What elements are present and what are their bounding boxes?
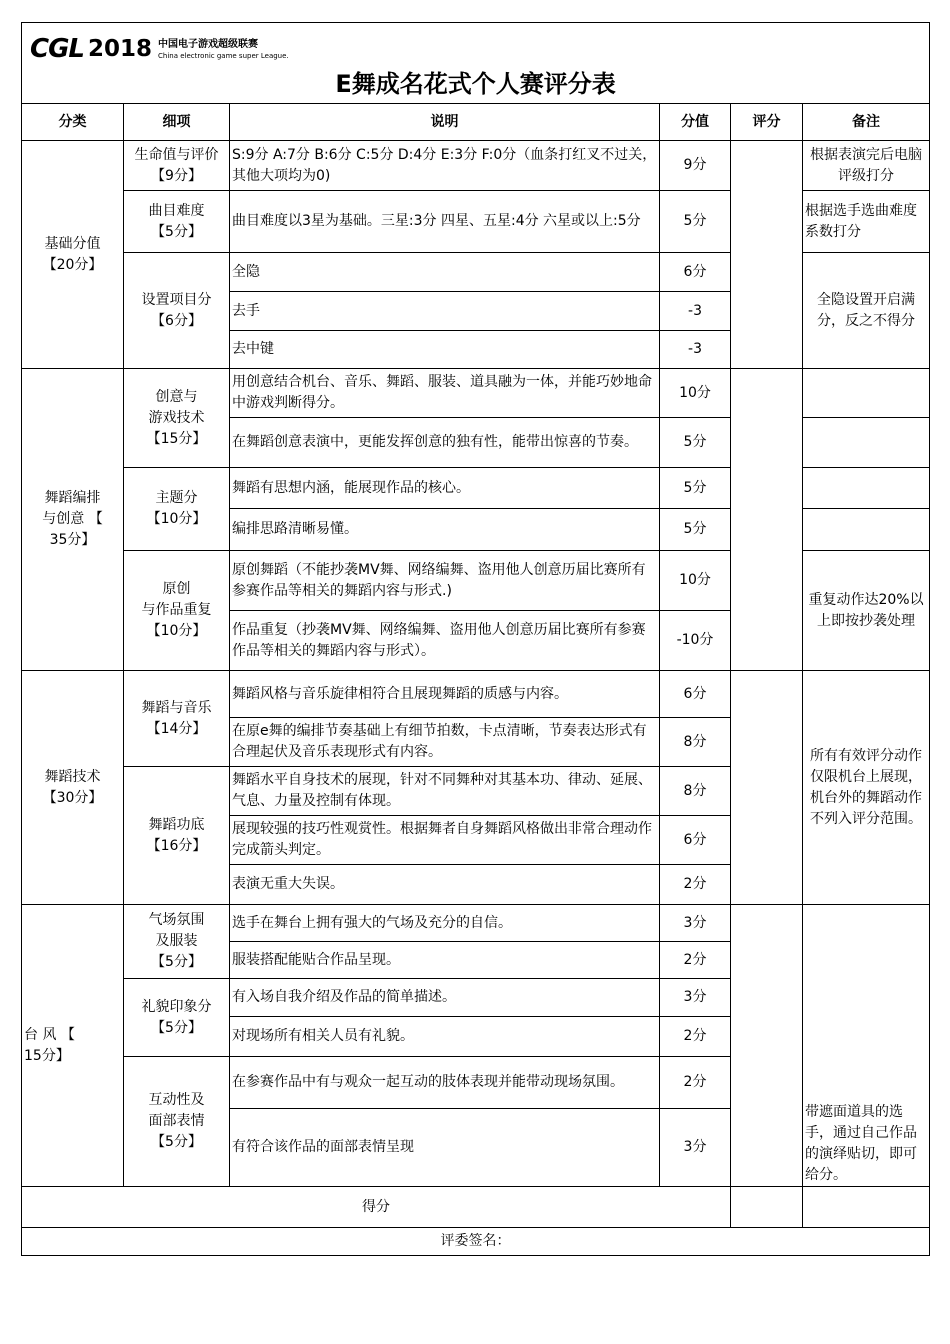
total-score-input[interactable] bbox=[731, 1187, 803, 1228]
desc-skill-3: 表演无重大失误。 bbox=[230, 865, 660, 905]
category-stage: 台 风 【 15分】 bbox=[22, 905, 124, 1187]
total-note bbox=[803, 1187, 930, 1228]
signature-row bbox=[22, 1228, 930, 1256]
note-empty bbox=[803, 509, 930, 551]
desc-skill-2: 展现较强的技巧性观赏性。根据舞者自身舞蹈风格做出非常合理动作完成箭头判定。 bbox=[230, 816, 660, 865]
points-theme-1: 5分 bbox=[660, 468, 731, 509]
points-aura-1: 3分 bbox=[660, 905, 731, 942]
points-mid: -3 bbox=[660, 331, 731, 369]
points-interact-1: 2分 bbox=[660, 1057, 731, 1109]
page-title: E舞成名花式个人赛评分表 bbox=[335, 70, 616, 98]
item-life: 生命值与评价 【9分】 bbox=[124, 141, 230, 191]
logo-year: 2018 bbox=[88, 36, 153, 62]
table-row bbox=[22, 905, 930, 942]
desc-song: 曲目难度以3星为基础。三星:3分 四星、五星:4分 六星或以上:5分 bbox=[230, 191, 660, 253]
org-name-cn: 中国电子游戏超级联赛 bbox=[158, 38, 259, 50]
total-row bbox=[22, 1187, 930, 1228]
points-hide: 6分 bbox=[660, 253, 731, 292]
desc-creative-1: 用创意结合机台、音乐、舞蹈、服装、道具融为一体，并能巧妙地命中游戏判断得分。 bbox=[230, 369, 660, 418]
item-song: 曲目难度 【5分】 bbox=[124, 191, 230, 253]
note-stage: 带遮面道具的选手，通过自己作品的演绎贴切，即可给分。 bbox=[803, 905, 930, 1187]
item-interact: 互动性及 面部表情 【5分】 bbox=[124, 1057, 230, 1187]
desc-music-2: 在原e舞的编排节奏基础上有细节拍数，卡点清晰，节奏表达形式有合理起伏及音乐表现形式有内容。 bbox=[230, 718, 660, 767]
note-original: 重复动作达20%以上即按抄袭处理 bbox=[803, 551, 930, 671]
note-song: 根据选手选曲难度系数打分 bbox=[803, 191, 930, 253]
item-original: 原创 与作品重复 【10分】 bbox=[124, 551, 230, 671]
item-setting: 设置项目分 【6分】 bbox=[124, 253, 230, 369]
points-hand: -3 bbox=[660, 292, 731, 331]
item-aura: 气场氛围 及服装 【5分】 bbox=[124, 905, 230, 979]
desc-aura-2: 服装搭配能贴合作品呈现。 bbox=[230, 942, 660, 979]
desc-original-2: 作品重复（抄袭MV舞、网络编舞、盗用他人创意历届比赛所有参赛作品等相关的舞蹈内容与形式）。 bbox=[230, 611, 660, 671]
item-music: 舞蹈与音乐 【14分】 bbox=[124, 671, 230, 767]
desc-skill-1: 舞蹈水平自身技术的展现，针对不同舞种对其基本功、律动、延展、气息、力量及控制有体现。 bbox=[230, 767, 660, 816]
points-aura-2: 2分 bbox=[660, 942, 731, 979]
desc-life: S:9分 A:7分 B:6分 C:5分 D:4分 E:3分 F:0分（血条打红叉不过关，其他大项均为0) bbox=[230, 141, 660, 191]
points-music-2: 8分 bbox=[660, 718, 731, 767]
points-theme-2: 5分 bbox=[660, 509, 731, 551]
signature-field[interactable]: 评委签名： bbox=[22, 1228, 930, 1256]
category-choreo: 舞蹈编排 与创意 【 35分】 bbox=[22, 369, 124, 671]
league-logo bbox=[30, 35, 289, 63]
desc-interact-2: 有符合该作品的面部表情呈现 bbox=[230, 1109, 660, 1187]
score-input-stage[interactable] bbox=[731, 905, 803, 1187]
table-row bbox=[22, 671, 930, 718]
desc-manner-2: 对现场所有相关人员有礼貌。 bbox=[230, 1017, 660, 1057]
note-empty bbox=[803, 468, 930, 509]
item-creative: 创意与 游戏技术 【15分】 bbox=[124, 369, 230, 468]
desc-music-1: 舞蹈风格与音乐旋律相符合且展现舞蹈的质感与内容。 bbox=[230, 671, 660, 718]
table-header-row bbox=[22, 104, 930, 141]
desc-hand: 去手 bbox=[230, 292, 660, 331]
category-basic: 基础分值 【20分】 bbox=[22, 141, 124, 369]
points-creative-2: 5分 bbox=[660, 418, 731, 468]
cgl-logo: CGL bbox=[30, 34, 84, 64]
desc-aura-1: 选手在舞台上拥有强大的气场及充分的自信。 bbox=[230, 905, 660, 942]
desc-theme-2: 编排思路清晰易懂。 bbox=[230, 509, 660, 551]
score-table bbox=[21, 22, 930, 1256]
score-input-basic[interactable] bbox=[731, 141, 803, 369]
col-header-item: 细项 bbox=[124, 104, 230, 141]
points-manner-2: 2分 bbox=[660, 1017, 731, 1057]
points-music-1: 6分 bbox=[660, 671, 731, 718]
note-setting: 全隐设置开启满分，反之不得分 bbox=[803, 253, 930, 369]
points-creative-1: 10分 bbox=[660, 369, 731, 418]
table-row bbox=[22, 141, 930, 191]
points-interact-2: 3分 bbox=[660, 1109, 731, 1187]
org-name-en: China electronic game super League. bbox=[158, 51, 289, 60]
points-skill-1: 8分 bbox=[660, 767, 731, 816]
points-original-2: -10分 bbox=[660, 611, 731, 671]
col-header-points: 分值 bbox=[660, 104, 731, 141]
score-input-technique[interactable] bbox=[731, 671, 803, 905]
desc-creative-2: 在舞蹈创意表演中，更能发挥创意的独有性，能带出惊喜的节奏。 bbox=[230, 418, 660, 468]
score-sheet bbox=[21, 22, 929, 1256]
item-skill: 舞蹈功底 【16分】 bbox=[124, 767, 230, 905]
desc-mid: 去中键 bbox=[230, 331, 660, 369]
table-row bbox=[22, 369, 930, 418]
desc-original-1: 原创舞蹈（不能抄袭MV舞、网络编舞、盗用他人创意历届比赛所有参赛作品等相关的舞蹈内容与形式.) bbox=[230, 551, 660, 611]
desc-theme-1: 舞蹈有思想内涵，能展现作品的核心。 bbox=[230, 468, 660, 509]
points-original-1: 10分 bbox=[660, 551, 731, 611]
note-life: 根据表演完后电脑评级打分 bbox=[803, 141, 930, 191]
desc-manner-1: 有入场自我介绍及作品的简单描述。 bbox=[230, 979, 660, 1017]
points-skill-3: 2分 bbox=[660, 865, 731, 905]
note-empty bbox=[803, 369, 930, 418]
desc-interact-1: 在参赛作品中有与观众一起互动的肢体表现并能带动现场氛围。 bbox=[230, 1057, 660, 1109]
item-manner: 礼貌印象分 【5分】 bbox=[124, 979, 230, 1057]
col-header-category: 分类 bbox=[22, 104, 124, 141]
points-song: 5分 bbox=[660, 191, 731, 253]
points-skill-2: 6分 bbox=[660, 816, 731, 865]
desc-hide: 全隐 bbox=[230, 253, 660, 292]
points-life: 9分 bbox=[660, 141, 731, 191]
note-empty bbox=[803, 418, 930, 468]
item-theme: 主题分 【10分】 bbox=[124, 468, 230, 551]
total-label: 得分 bbox=[22, 1187, 731, 1228]
sheet-header bbox=[22, 23, 930, 104]
score-input-choreo[interactable] bbox=[731, 369, 803, 671]
col-header-description: 说明 bbox=[230, 104, 660, 141]
category-technique: 舞蹈技术 【30分】 bbox=[22, 671, 124, 905]
note-technique: 所有有效评分动作仅限机台上展现，机台外的舞蹈动作不列入评分范围。 bbox=[803, 671, 930, 905]
col-header-score: 评分 bbox=[731, 104, 803, 141]
points-manner-1: 3分 bbox=[660, 979, 731, 1017]
col-header-note: 备注 bbox=[803, 104, 930, 141]
